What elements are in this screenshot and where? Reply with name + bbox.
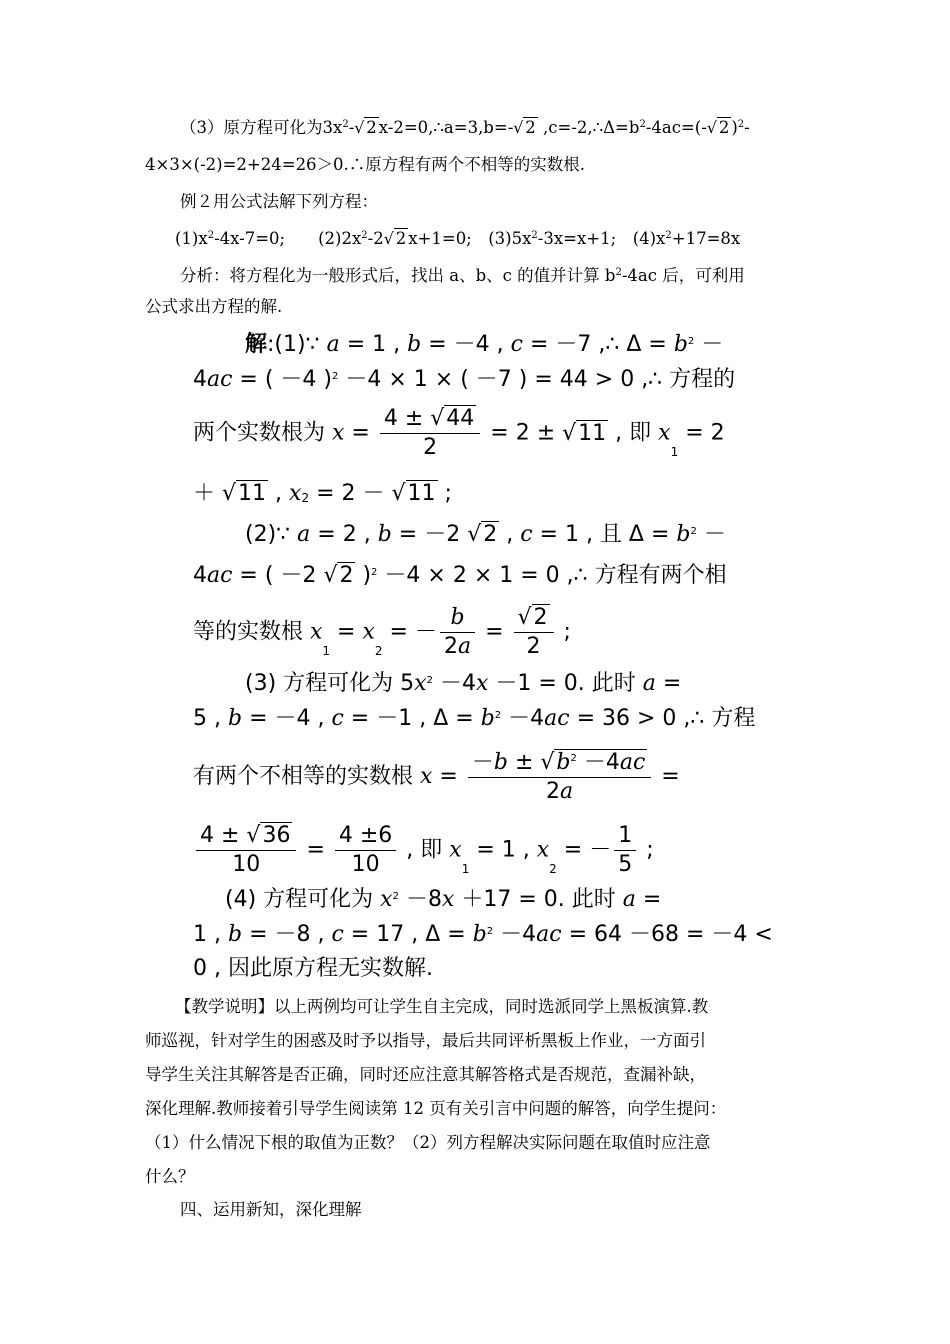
solution-line-5: (2)∵ a = 2 , b = －2 √2 , c = 1 , 且 $\Delta = b^2$ － xyxy=(245,522,726,547)
fraction: $\frac{4 \pm 6}{10}$ xyxy=(335,822,396,879)
fraction: $\frac{√2}{2}$ xyxy=(514,604,554,661)
solution-line-14: 0 , 因此原方程无实数解. xyxy=(193,956,433,981)
teaching-note-line-4: 深化理解.教师接着引导学生阅读第 12 页有关引言中问题的解答，向学生提问： xyxy=(145,1099,727,1118)
example-2-equations: $(1)x^2-4x-7=0$; $(2)2x^2-2√$ 2 x+1=0; $(3)5x^2-3x=x+1$; $(4)x^2+17=8x$ xyxy=(175,229,741,248)
solution-line-10: 有两个不相等的实数根 x = $\frac{-b \pm √b^2 -4ac}{2a}$ = xyxy=(193,750,680,804)
solution-line-2: 4ac = ( －4 )$^2$ －4 × 1 × ( －7 ) = 44 > 0 ,∴ 方程的 xyxy=(193,367,736,392)
teaching-note-line-1: 【教学说明】以上两例均可让学生自主完成，同时选派同学上黑板演算.教 xyxy=(175,997,709,1016)
quadratic-formula: $\frac{-b \pm √b^2 -4ac}{2a}$ xyxy=(468,748,651,806)
solution-line-8: (3) 方程可化为 $5x^2 -4x -1 = 0$. 此时 a = xyxy=(245,671,682,696)
sqrt-2: √ 2 xyxy=(513,118,536,137)
paragraph-line-2: 4×3×(-2)=2+24=26＞0.∴原方程有两个不相等的实数根. xyxy=(145,155,586,174)
solution-line-1: 解:(1)∵ a = 1 , b = －4 , c = －7 ,∴ $\Delta = b^2$ － xyxy=(245,332,724,357)
example-2-heading: 例２用公式法解下列方程： xyxy=(180,192,378,211)
teaching-note-line-6: 什么？ xyxy=(145,1167,195,1186)
teaching-note-line-2: 师巡视，针对学生的困惑及时予以指导，最后共同评析黑板上作业，一方面引 xyxy=(145,1031,706,1050)
sqrt-2: √ 2 xyxy=(354,118,377,137)
solution-line-11: $\frac{4 \pm √36}{10}$ = $\frac{4 \pm 6}{10}$ , 即 $x_1 = 1$ , $x_2$ = － $\frac{1}{5}$ ; xyxy=(193,822,654,879)
solution-line-12: (4) 方程可化为 $x^2 -8x +17 = 0$. 此时 a = xyxy=(225,887,662,912)
fraction: $\frac{4 \pm √44}{2}$ xyxy=(380,405,480,462)
teaching-note-line-5: （1）什么情况下根的取值为正数？（2）列方程解决实际问题在取值时应注意 xyxy=(145,1133,711,1152)
paragraph-line-1: （3）原方程可化为$3x^2-√$ 2 x-2=0,∴a=3,b=-√ 2 $,c=-2,\therefore\Delta=b^2-4ac=(-√$ 2 )$^2$- xyxy=(180,118,750,137)
solution-line-3: 两个实数根为 x = $\frac{4 \pm √44}{2}$ = 2 ± √11 , 即 $x_1 = 2$ xyxy=(193,406,725,460)
fraction: $\frac{b}{2a}$ xyxy=(440,604,475,661)
analysis-line-1: 分析：将方程化为一般形式后，找出 a、b、c 的值并计算 $b^2-4ac$ 后，可利用 xyxy=(180,266,745,285)
solution-line-6: 4ac = ( －2 √2 )$^2$ －4 × 2 × 1 = 0 ,∴ 方程有两个相 xyxy=(193,563,727,588)
solution-line-9: 5 , b = －4 , c = －1 , $\Delta = b^2 -4ac = 36 > 0$ ,∴ 方程 xyxy=(193,706,756,731)
teaching-note-line-3: 导学生关注其解答是否正确，同时还应注意其解答格式是否规范，查漏补缺， xyxy=(145,1065,706,1084)
solution-line-13: 1 , b = －8 , c = 17 , $\Delta = b^2 -4ac = 64 -68 = -4$ < xyxy=(193,922,773,947)
analysis-line-2: 公式求出方程的解. xyxy=(145,297,283,316)
solution-line-7: 等的实数根 $x_1 = x_2$ = － $\frac{b}{2a}$ = $\frac{√2}{2}$ ; xyxy=(193,605,571,659)
fraction: $\frac{4 \pm √36}{10}$ xyxy=(196,822,296,879)
solution-line-4: ＋ √11 , $x_2 = 2 - √11$ ; xyxy=(193,481,452,506)
sqrt-2: √ 2 xyxy=(383,229,407,248)
fraction: $\frac{1}{5}$ xyxy=(614,822,636,879)
section-heading-4: 四、运用新知，深化理解 xyxy=(180,1200,362,1219)
sqrt-2: √ 2 xyxy=(706,118,730,137)
